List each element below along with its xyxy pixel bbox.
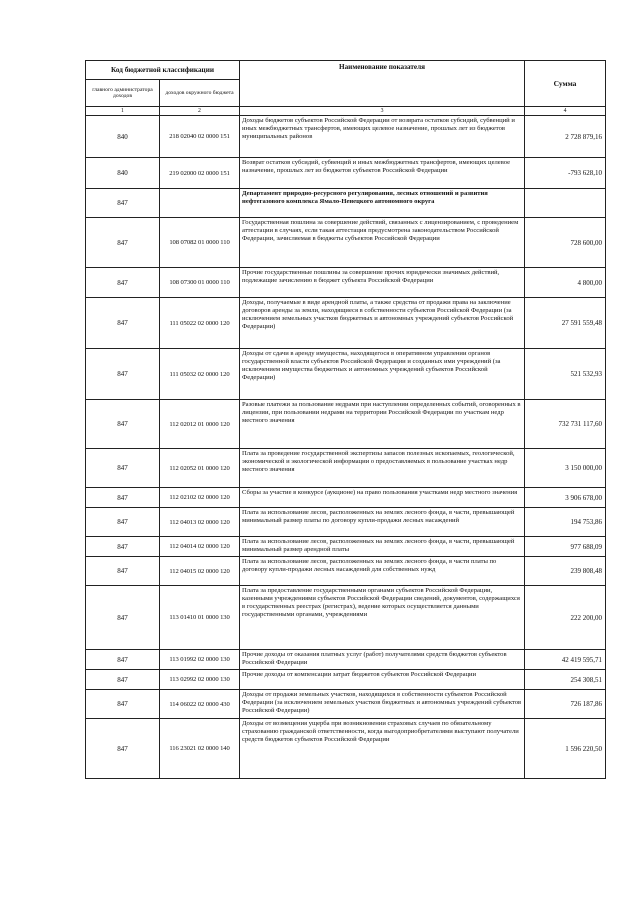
table-row bbox=[86, 488, 606, 508]
indicator-name-cell: Доходы бюджетов субъектов Российской Федерации от возврата остатков субсидий, субвенций и иных межбюджетных трансфертов, имеющих целевое назначение, прошлых лет из бюджетов муниципальных районов bbox=[240, 116, 525, 158]
admin-code-cell: 847 bbox=[86, 298, 160, 349]
amount-cell: 732 731 117,60 bbox=[525, 400, 606, 449]
amount-cell: 521 532,93 bbox=[525, 349, 606, 400]
table-row bbox=[86, 400, 606, 449]
admin-code-cell: 847 bbox=[86, 586, 160, 650]
amount-cell: 726 187,86 bbox=[525, 690, 606, 719]
indicator-name-cell: Прочие государственные пошлины за совершение прочих юридически значимых действий, подлежащие зачислению в бюджет субъекта Российской Федерации bbox=[240, 268, 525, 298]
chief-admin-header: главного администратора доходов bbox=[86, 80, 160, 107]
admin-code-cell: 847 bbox=[86, 690, 160, 719]
revenue-code-cell: 112 04014 02 0000 120 bbox=[160, 537, 240, 557]
indicator-name-cell: Плата за использование лесов, расположенных на землях лесного фонда, в части, превышающей минимальный размер платы по договору купли-продажи лесных насаждений bbox=[240, 508, 525, 537]
table-row bbox=[86, 298, 606, 349]
classification-code-header: Код бюджетной классификации bbox=[86, 61, 240, 80]
indicator-name-cell: Прочие доходы от оказания платных услуг (работ) получателями средств бюджетов субъектов Российской Федерации bbox=[240, 650, 525, 670]
revenue-code-cell: 113 01410 01 0000 130 bbox=[160, 586, 240, 650]
indicator-name-cell: Доходы, получаемые в виде арендной платы, а также средства от продажи права на заключение договоров аренды за земли, находящиеся в собственности субъектов Российской Федерации (за исключением земельных участков бюджетных и автономных учреждений субъектов Российской Федерации) bbox=[240, 298, 525, 349]
amount-cell: 27 591 559,48 bbox=[525, 298, 606, 349]
indicator-name-cell: Плата за использование лесов, расположенных на землях лесного фонда, в части платы по договору купли-продажи лесных насаждений для собственных нужд bbox=[240, 557, 525, 586]
table-row bbox=[86, 508, 606, 537]
admin-code-cell: 847 bbox=[86, 670, 160, 690]
indicator-name-cell: Разовые платежи за пользование недрами при наступлении определенных событий, оговоренных в лицензии, при пользовании недрами на территории Российской Федерации по участкам недр местного значения bbox=[240, 400, 525, 449]
revenue-code-cell: 111 05022 02 0000 120 bbox=[160, 298, 240, 349]
column-number: 3 bbox=[240, 107, 525, 116]
amount-cell: 2 728 879,16 bbox=[525, 116, 606, 158]
revenue-code-cell: 112 02052 01 0000 120 bbox=[160, 449, 240, 488]
indicator-name-cell: Прочие доходы от компенсации затрат бюджетов субъектов Российской Федерации bbox=[240, 670, 525, 690]
revenue-code-cell: 112 04013 02 0000 120 bbox=[160, 508, 240, 537]
admin-code-cell: 840 bbox=[86, 116, 160, 158]
admin-code-cell: 847 bbox=[86, 449, 160, 488]
table-row bbox=[86, 557, 606, 586]
revenue-code-cell bbox=[160, 189, 240, 218]
amount-cell: -793 628,10 bbox=[525, 158, 606, 189]
table-row bbox=[86, 586, 606, 650]
amount-cell: 977 688,09 bbox=[525, 537, 606, 557]
indicator-name-cell: Государственная пошлина за совершение действий, связанных с лицензированием, с проведением аттестации в случаях, если такая аттестация предусмотрена законодательством Российской Федерации, зачисляемая в бюджеты субъектов Российской Федерации bbox=[240, 218, 525, 268]
district-revenue-header: доходов окружного бюджета bbox=[160, 80, 240, 107]
revenue-code-cell: 112 04015 02 0000 120 bbox=[160, 557, 240, 586]
admin-code-cell: 847 bbox=[86, 400, 160, 449]
indicator-name-cell: Возврат остатков субсидий, субвенций и иных межбюджетных трансфертов, имеющих целевое назначение, прошлых лет из бюджетов субъектов Российской Федерации bbox=[240, 158, 525, 189]
column-number: 1 bbox=[86, 107, 160, 116]
indicator-name-header: Наименование показателя bbox=[240, 61, 525, 107]
indicator-name-cell: Сборы за участие в конкурсе (аукционе) на право пользования участками недр местного значения bbox=[240, 488, 525, 508]
admin-code-cell: 847 bbox=[86, 557, 160, 586]
amount-cell: 254 308,51 bbox=[525, 670, 606, 690]
revenue-code-cell: 113 01992 02 0000 130 bbox=[160, 650, 240, 670]
revenue-code-cell: 219 02000 02 0000 151 bbox=[160, 158, 240, 189]
table-row bbox=[86, 349, 606, 400]
table-body bbox=[86, 116, 606, 779]
revenue-code-cell: 112 02102 02 0000 120 bbox=[160, 488, 240, 508]
revenue-code-cell: 108 07300 01 0000 110 bbox=[160, 268, 240, 298]
amount-cell: 222 200,00 bbox=[525, 586, 606, 650]
admin-code-cell: 847 bbox=[86, 719, 160, 779]
table-row bbox=[86, 218, 606, 268]
indicator-name-cell: Департамент природно-ресурсного регулирования, лесных отношений и развития нефтегазового комплекса Ямало-Ненецкого автономного округа bbox=[240, 189, 525, 218]
column-number: 4 bbox=[525, 107, 606, 116]
revenue-code-cell: 116 23021 02 0000 140 bbox=[160, 719, 240, 779]
table-row bbox=[86, 650, 606, 670]
revenue-code-cell: 112 02012 01 0000 120 bbox=[160, 400, 240, 449]
indicator-name-cell: Плата за проведение государственной экспертизы запасов полезных ископаемых, геологической, экономической и экологической информации о предоставляемых в пользование участках недр местного значения bbox=[240, 449, 525, 488]
table-row bbox=[86, 670, 606, 690]
table-row bbox=[86, 719, 606, 779]
indicator-name-cell: Доходы от продажи земельных участков, находящихся в собственности субъектов Российской Федерации (за исключением земельных участков бюджетных и автономных учреждений субъектов Российской Федерации) bbox=[240, 690, 525, 719]
amount-cell: 4 800,00 bbox=[525, 268, 606, 298]
column-number: 2 bbox=[160, 107, 240, 116]
indicator-name-cell: Плата за использование лесов, расположенных на землях лесного фонда, в части, превышающей минимальный размер арендной платы bbox=[240, 537, 525, 557]
indicator-name-cell: Плата за предоставление государственными органами субъектов Российской Федерации, казенными учреждениями субъектов Российской Федерации сведений, документов, содержащихся в государственных реестрах (регистрах), ведение которых осуществляется данными государственными органами, учреждениями bbox=[240, 586, 525, 650]
table-row bbox=[86, 189, 606, 218]
admin-code-cell: 840 bbox=[86, 158, 160, 189]
table-row bbox=[86, 690, 606, 719]
revenue-code-cell: 218 02040 02 0000 151 bbox=[160, 116, 240, 158]
amount-cell: 1 596 220,50 bbox=[525, 719, 606, 779]
admin-code-cell: 847 bbox=[86, 189, 160, 218]
admin-code-cell: 847 bbox=[86, 349, 160, 400]
amount-cell: 42 419 595,71 bbox=[525, 650, 606, 670]
revenue-code-cell: 113 02992 02 0000 130 bbox=[160, 670, 240, 690]
admin-code-cell: 847 bbox=[86, 218, 160, 268]
revenue-code-cell: 114 06022 02 0000 430 bbox=[160, 690, 240, 719]
admin-code-cell: 847 bbox=[86, 268, 160, 298]
amount-header: Сумма bbox=[525, 61, 606, 107]
revenue-code-cell: 111 05032 02 0000 120 bbox=[160, 349, 240, 400]
admin-code-cell: 847 bbox=[86, 650, 160, 670]
amount-cell: 239 808,48 bbox=[525, 557, 606, 586]
admin-code-cell: 847 bbox=[86, 508, 160, 537]
amount-cell: 3 906 678,00 bbox=[525, 488, 606, 508]
indicator-name-cell: Доходы от возмещения ущерба при возникновении страховых случаев по обязательному страхованию гражданской ответственности, когда выгодоприобретателями выступают получатели средств бюджетов субъектов Российской Федерации bbox=[240, 719, 525, 779]
revenue-code-cell: 108 07082 01 0000 110 bbox=[160, 218, 240, 268]
table-row bbox=[86, 537, 606, 557]
amount-cell: 3 150 000,00 bbox=[525, 449, 606, 488]
amount-cell bbox=[525, 189, 606, 218]
amount-cell: 194 753,86 bbox=[525, 508, 606, 537]
table-row bbox=[86, 116, 606, 158]
indicator-name-cell: Доходы от сдачи в аренду имущества, находящегося в оперативном управлении органов государственной власти субъектов Российской Федерации и созданных ими учреждений (за исключением имущества бюджетных и автономных учреждений субъектов Российской Федерации) bbox=[240, 349, 525, 400]
table-row bbox=[86, 158, 606, 189]
admin-code-cell: 847 bbox=[86, 537, 160, 557]
amount-cell: 728 600,00 bbox=[525, 218, 606, 268]
admin-code-cell: 847 bbox=[86, 488, 160, 508]
table-row bbox=[86, 268, 606, 298]
budget-revenue-table bbox=[85, 60, 606, 779]
table-row bbox=[86, 449, 606, 488]
